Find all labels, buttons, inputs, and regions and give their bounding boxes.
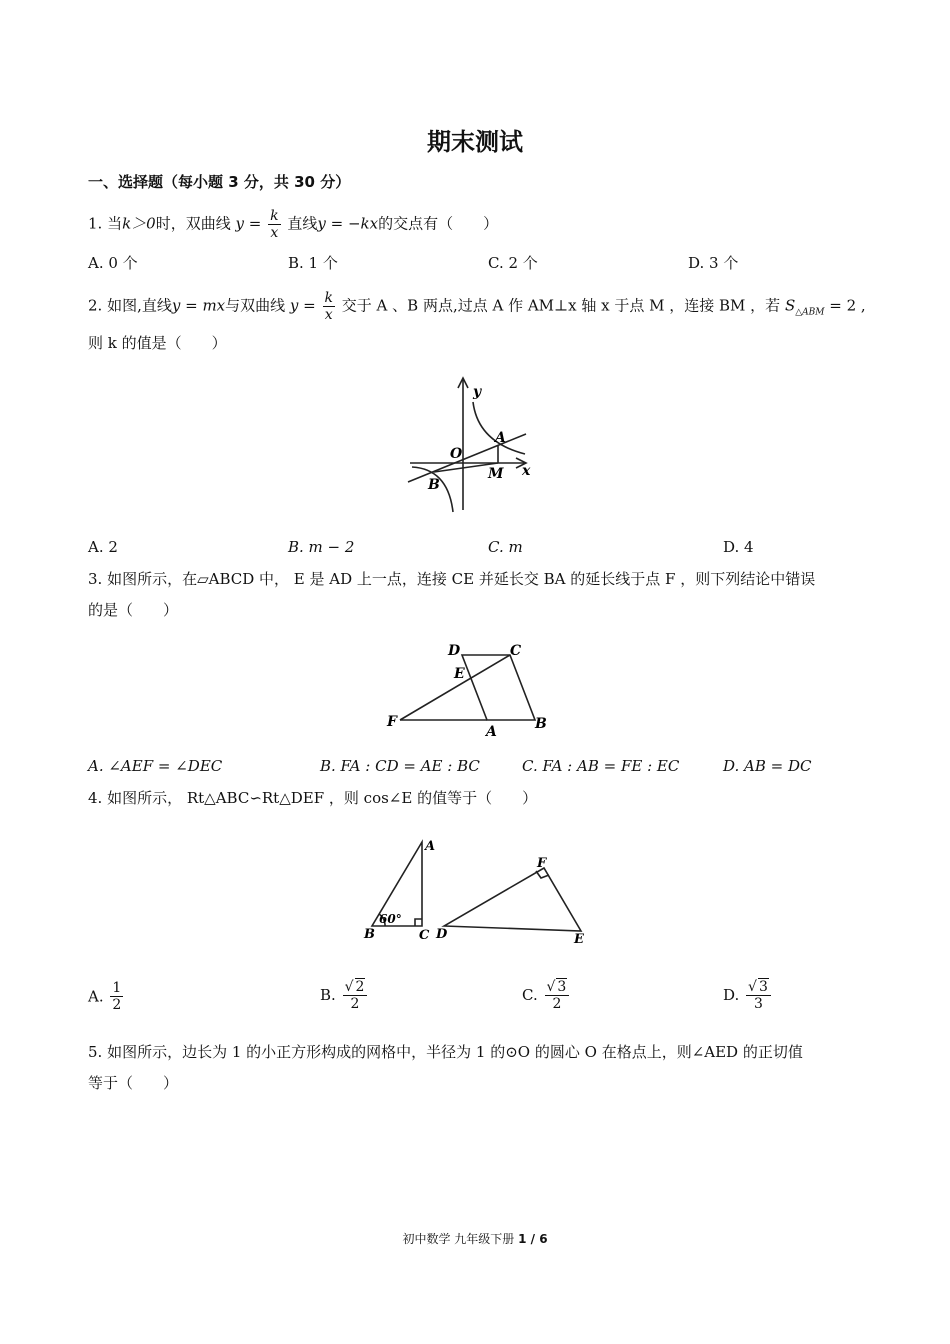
q4-option-b xyxy=(320,978,369,1012)
q4-option-a-label: A. xyxy=(88,987,104,1006)
page-number: 1 / 6 xyxy=(518,1232,548,1246)
q1-fraction xyxy=(268,208,280,241)
q2-line xyxy=(408,434,526,482)
q5-line1: 5. 如图所示，边长为 1 的小正方形构成的网格中，半径为 1 的⊙O 的圆心 O 在格点上，则∠AED 的正切值 xyxy=(88,1043,803,1061)
q1-option-c: C. 2 个 xyxy=(488,254,538,272)
q2-prefix: 2. 如图,直线 xyxy=(88,296,172,315)
q3-label-f: F xyxy=(387,714,397,730)
q2-label-x: x xyxy=(522,463,531,479)
q4-label-e: E xyxy=(574,932,584,947)
q1-option-d: D. 3 个 xyxy=(688,254,739,272)
question-1 xyxy=(88,208,498,241)
q4-option-c-label: C. xyxy=(522,986,538,1004)
q4-label-f: F xyxy=(537,856,547,871)
question-2 xyxy=(88,290,866,323)
q2-den: x xyxy=(324,307,333,323)
q4-option-b-den: 2 xyxy=(350,996,360,1012)
q2-line: y = mx xyxy=(171,296,226,315)
q3-label-a: A xyxy=(486,724,497,740)
q3-line2: 的是（ ） xyxy=(88,601,179,619)
q2-label-y: y xyxy=(473,384,482,400)
q4-label-c: C xyxy=(419,928,430,943)
page-title: 期末测试 xyxy=(427,128,523,156)
q2-option-a: A. 2 xyxy=(88,538,118,556)
q1-prefix: 1. 当 xyxy=(88,214,123,233)
q4-option-c-num: 3 xyxy=(557,979,567,995)
q3-option-c: C. FA : AB = FE : EC xyxy=(522,757,680,775)
page-footer xyxy=(0,1230,950,1247)
q2-mid: 与双曲线 xyxy=(225,296,286,315)
q3-label-b: B xyxy=(535,716,547,732)
q4-option-c xyxy=(522,978,571,1012)
q3-label-e: E xyxy=(454,666,465,682)
q4-option-d xyxy=(723,978,773,1012)
q3-segment-fc xyxy=(400,655,510,720)
q2-area-sub: △ABM xyxy=(795,307,825,318)
q2-fraction xyxy=(323,290,335,323)
q2-text: 交于 A 、B 两点,过点 A 作 AM⊥x 轴 x 于点 M ，连接 BM ，若 xyxy=(341,296,781,315)
q2-option-c: C. m xyxy=(488,538,523,556)
q2-line2: 则 k 的值是（ ） xyxy=(88,334,227,352)
q4-option-d-frac: $\frac{√ 3}{3}$ xyxy=(746,978,771,1012)
q4-option-b-num: 2 xyxy=(355,979,365,995)
q4-option-a-num: 1 xyxy=(112,980,122,996)
q4-right-angle-c xyxy=(415,919,422,926)
q2-label-b: B xyxy=(428,477,440,493)
q4-option-a-den: 2 xyxy=(112,997,122,1013)
q4-angle-60: 60° xyxy=(379,912,402,926)
q1-mid2: 直线 xyxy=(287,214,318,233)
q2-y-eq: y = xyxy=(289,296,316,315)
q4-line1: 4. 如图所示， Rt△ABC∽Rt△DEF ，则 cos∠E 的值等于（ ） xyxy=(88,789,538,807)
q4-figure xyxy=(360,834,600,952)
q4-option-d-num: 3 xyxy=(758,979,768,995)
q4-option-a-frac xyxy=(110,980,123,1013)
q2-option-d: D. 4 xyxy=(723,538,754,556)
q2-label-a: A xyxy=(495,430,506,446)
q2-num: k xyxy=(324,290,333,306)
q4-option-b-frac: $\frac{√ 2}{2}$ xyxy=(343,978,368,1012)
q4-option-d-den: 3 xyxy=(754,996,763,1012)
q1-option-b: B. 1 个 xyxy=(288,254,338,272)
q3-parallelogram xyxy=(462,655,535,720)
q4-option-a xyxy=(88,980,125,1013)
q2-area-val: = 2 , xyxy=(829,296,866,315)
q2-figure xyxy=(400,372,550,514)
q1-mid: 时，双曲线 xyxy=(155,214,231,233)
q2-label-o: O xyxy=(450,446,463,462)
q2-curve-upper xyxy=(473,402,525,454)
q5-line2: 等于（ ） xyxy=(88,1074,179,1092)
section-heading: 一、选择题（每小题 3 分，共 30 分） xyxy=(88,173,351,191)
q3-label-d: D xyxy=(448,643,461,659)
footer-text: 初中数学 九年级下册 xyxy=(402,1232,515,1246)
q1-cond: k＞0 xyxy=(122,214,156,233)
q3-option-a: A. ∠AEF = ∠DEC xyxy=(88,757,223,775)
q3-label-c: C xyxy=(510,643,522,659)
q4-triangle-def xyxy=(444,868,581,931)
q4-option-c-frac: $\frac{√ 3}{2}$ xyxy=(545,978,570,1012)
q3-option-b: B. FA : CD = AE : BC xyxy=(320,757,480,775)
q2-option-b: B. m − 2 xyxy=(288,538,355,556)
q4-label-d: D xyxy=(436,927,448,942)
q1-option-a: A. 0 个 xyxy=(88,254,138,272)
q1-y-eq: y = xyxy=(235,214,262,233)
q4-option-d-label: D. xyxy=(723,986,740,1004)
q3-figure xyxy=(382,638,552,740)
q2-area: S xyxy=(784,296,796,315)
q1-line: y = −kx xyxy=(317,214,379,233)
q1-suffix: 的交点有（ ） xyxy=(378,214,499,233)
q1-den: x xyxy=(270,225,279,241)
q4-option-c-den: 2 xyxy=(552,996,562,1012)
q1-num: k xyxy=(270,208,279,224)
q2-label-m: M xyxy=(488,466,504,482)
q4-label-b: B xyxy=(364,927,375,942)
q3-line1: 3. 如图所示，在▱ABCD 中， E 是 AD 上一点，连接 CE 并延长交 BA 的延长线于点 F ，则下列结论中错误 xyxy=(88,570,816,588)
q4-label-a: A xyxy=(425,839,436,854)
q3-option-d: D. AB = DC xyxy=(723,757,812,775)
q4-option-b-label: B. xyxy=(320,986,336,1004)
